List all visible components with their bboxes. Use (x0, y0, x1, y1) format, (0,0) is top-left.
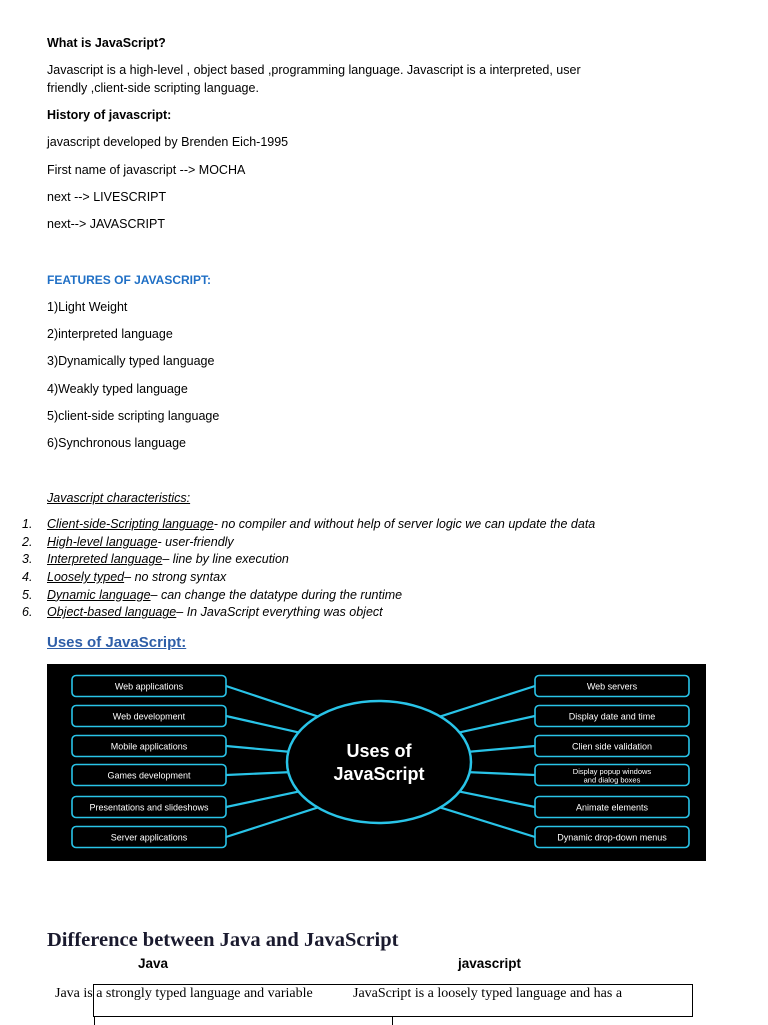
features-heading: FEATURES OF JAVASCRIPT: (47, 273, 212, 287)
table-cell-java: Java is a strongly typed language and variable (55, 986, 313, 1001)
use-left-label: Web applications (114, 681, 184, 692)
list-item (22, 588, 595, 606)
list-desc: – In JavaScript everything was object (176, 605, 383, 620)
characteristics-heading: Javascript characteristics: (47, 491, 191, 505)
history-heading: History of javascript: (47, 108, 172, 122)
list-desc: - user-friendly (157, 534, 234, 549)
use-right-label: Display date and time (568, 711, 656, 722)
history-line: javascript developed by Brenden Eich-1995 (47, 135, 289, 149)
list-item (22, 570, 595, 588)
list-item (22, 535, 595, 553)
connector-line (468, 772, 535, 775)
intro-line-2: friendly ,client-side scripting language. (47, 81, 259, 95)
feature-item: 2)interpreted language (47, 327, 173, 341)
center-ellipse (287, 701, 471, 823)
list-item (22, 605, 595, 623)
list-term: Client-side-Scripting language (47, 517, 214, 531)
feature-item: 3)Dynamically typed language (47, 354, 215, 368)
uses-heading: Uses of JavaScript: (47, 634, 187, 651)
connector-line (439, 807, 535, 837)
use-right-label: and dialog boxes (583, 775, 641, 785)
list-desc: – line by line execution (162, 552, 289, 567)
list-desc: – can change the datatype during the runtime (150, 587, 403, 602)
list-number: 3. (22, 552, 33, 567)
center-title-line-1: Uses of (346, 741, 412, 761)
feature-item: 6)Synchronous language (47, 436, 186, 450)
table-cell-javascript: JavaScript is a loosely typed language and has a (353, 986, 623, 1001)
connector-line (458, 716, 535, 733)
connector-line (226, 686, 319, 717)
list-term: High-level language (47, 534, 158, 549)
characteristics-list (22, 517, 595, 623)
use-right-label: Web servers (586, 681, 638, 692)
connector-line (226, 746, 290, 752)
uses-diagram-svg (47, 664, 706, 861)
history-line: next--> JAVASCRIPT (47, 217, 165, 231)
connector-line (226, 807, 319, 837)
use-left-label: Server applications (110, 832, 188, 843)
list-desc: – no strong syntax (124, 570, 227, 585)
connector-line (468, 746, 535, 752)
use-left-label: Web development (112, 711, 186, 722)
use-left-label: Presentations and slideshows (89, 802, 209, 813)
connector-line (458, 791, 535, 807)
feature-item: 4)Weakly typed language (47, 382, 188, 396)
history-line: First name of javascript --> MOCHA (47, 163, 246, 177)
use-right-label: Animate elements (575, 802, 649, 813)
list-item (22, 552, 595, 570)
list-term: Loosely typed (47, 570, 125, 585)
list-term: Dynamic language (47, 587, 151, 602)
use-right-label: Dynamic drop-down menus (557, 832, 667, 843)
column-header-java: Java (138, 956, 169, 971)
intro-line-1: Javascript is a high-level , object based ,programming language. Javascript is a interpreted, user (47, 63, 581, 77)
difference-heading: Difference between Java and JavaScript (47, 929, 399, 951)
list-item (22, 517, 595, 535)
feature-item: 1)Light Weight (47, 300, 128, 314)
history-line: next --> LIVESCRIPT (47, 190, 167, 204)
connector-line (226, 772, 290, 775)
list-term: Object-based language (47, 605, 177, 620)
feature-item: 5)client-side scripting language (47, 409, 220, 423)
connector-line (226, 716, 300, 733)
list-number: 5. (22, 587, 33, 602)
list-number: 4. (22, 570, 33, 585)
connector-line (226, 791, 300, 807)
what-is-heading: What is JavaScript? (47, 36, 166, 50)
uses-diagram (47, 664, 706, 861)
use-left-label: Mobile applications (110, 741, 188, 752)
connector-line (439, 686, 535, 717)
list-number: 1. (22, 517, 33, 531)
column-header-javascript: javascript (458, 956, 522, 971)
use-left-label: Games development (107, 770, 191, 781)
list-number: 2. (22, 534, 33, 549)
list-number: 6. (22, 605, 33, 620)
use-right-label: Display popup windows (572, 767, 652, 776)
center-title-line-2: JavaScript (333, 764, 425, 784)
use-right-label: Clien side validation (571, 741, 653, 752)
list-desc: - no compiler and without help of server logic we can update the data (213, 517, 596, 531)
list-term: Interpreted language (47, 552, 163, 567)
